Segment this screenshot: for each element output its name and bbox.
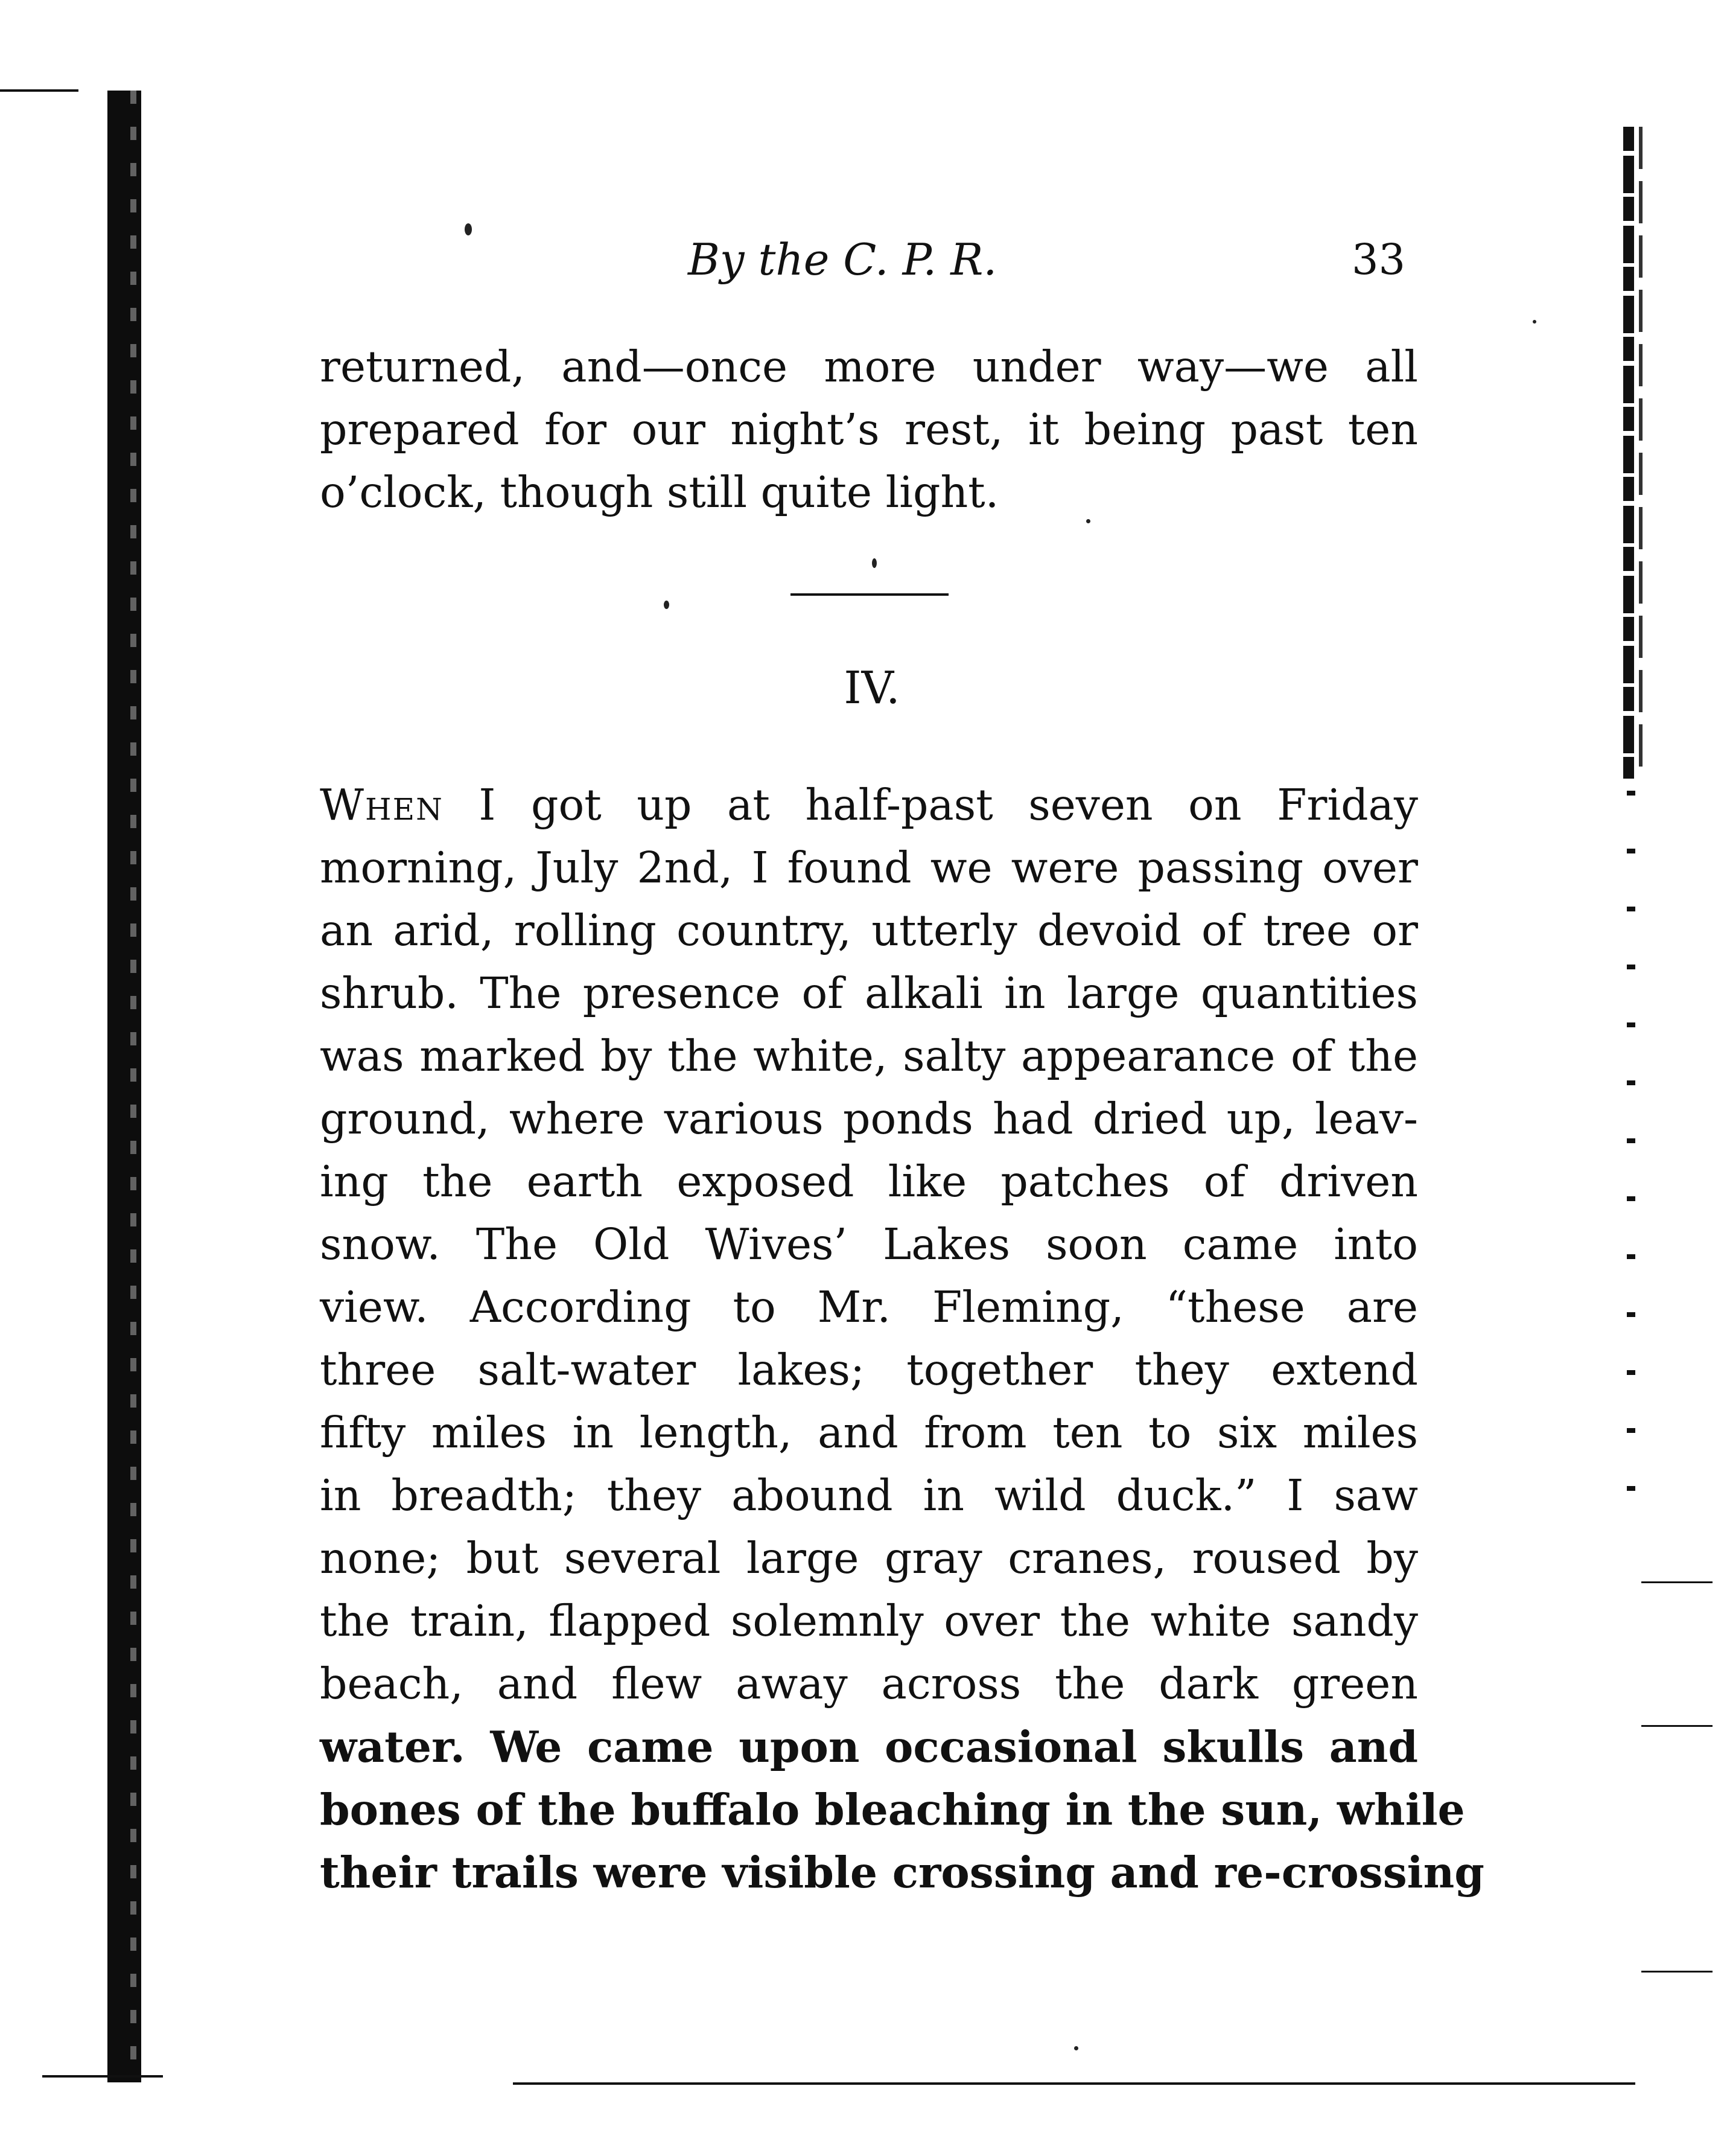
text-line: in breadth; they abound in wild duck.” I saw (320, 1470, 1418, 1520)
text-line-rest: I got up at half-past seven on Friday (443, 780, 1418, 830)
ink-speck (1074, 2046, 1078, 2050)
text-line: the train, flapped solemnly over the white sandy (320, 1596, 1418, 1646)
text-line: three salt-water lakes; together they extend (320, 1345, 1418, 1395)
bottom-edge-mark (42, 2075, 163, 2078)
text-line: ing the earth exposed like patches of driven (320, 1156, 1418, 1207)
margin-rule (1641, 1971, 1713, 1973)
text-line: o’clock, though still quite light. (320, 467, 999, 517)
text-line: morning, July 2nd, I found we were passing over (320, 843, 1418, 893)
text-line: beach, and flew away across the dark green (320, 1659, 1418, 1709)
continued-paragraph (320, 336, 1418, 524)
section-divider (790, 593, 949, 596)
text-line: water. We came upon occasional skulls and (320, 1721, 1418, 1772)
bottom-page-rule (513, 2082, 1635, 2085)
ink-speck (872, 558, 877, 568)
opening-word: When (320, 780, 444, 830)
margin-rule (1641, 1581, 1713, 1583)
text-line: fifty miles in length, and from ten to six miles (320, 1408, 1418, 1458)
page-number: 33 (1352, 235, 1406, 284)
text-line: none; but several large gray cranes, roused by (320, 1533, 1418, 1583)
right-page-edge-inner (1639, 127, 1643, 779)
text-line: prepared for our night’s rest, it being past ten (320, 404, 1418, 454)
text-line: view. According to Mr. Fleming, “these are (320, 1282, 1418, 1332)
ink-speck (465, 223, 472, 235)
text-line: an arid, rolling country, utterly devoid of tree or (320, 905, 1418, 955)
scan-edge-mark (0, 89, 78, 92)
margin-rule (1641, 1725, 1713, 1727)
text-line: shrub. The presence of alkali in large quantities (320, 968, 1418, 1018)
text-line: snow. The Old Wives’ Lakes soon came into (320, 1219, 1418, 1269)
ink-speck (664, 601, 669, 609)
running-title: By the C. P. R. (688, 234, 997, 285)
text-line: their trails were visible crossing and re-crossing (320, 1847, 1484, 1898)
right-page-edge (1623, 127, 1634, 779)
page-binding-shadow (107, 91, 141, 2082)
text-line: returned, and—once more under way—we all (320, 342, 1418, 392)
chapter-paragraph (320, 774, 1484, 1904)
text-line: ground, where various ponds had dried up, leav- (320, 1094, 1418, 1144)
text-line: was marked by the white, salty appearance of the (320, 1031, 1418, 1081)
chapter-heading: IV. (844, 662, 900, 714)
ink-speck (1533, 320, 1536, 324)
text-line (320, 774, 1418, 837)
right-margin-marks (1627, 791, 1635, 1515)
text-line: bones of the buffalo bleaching in the sun, while (320, 1784, 1465, 1835)
